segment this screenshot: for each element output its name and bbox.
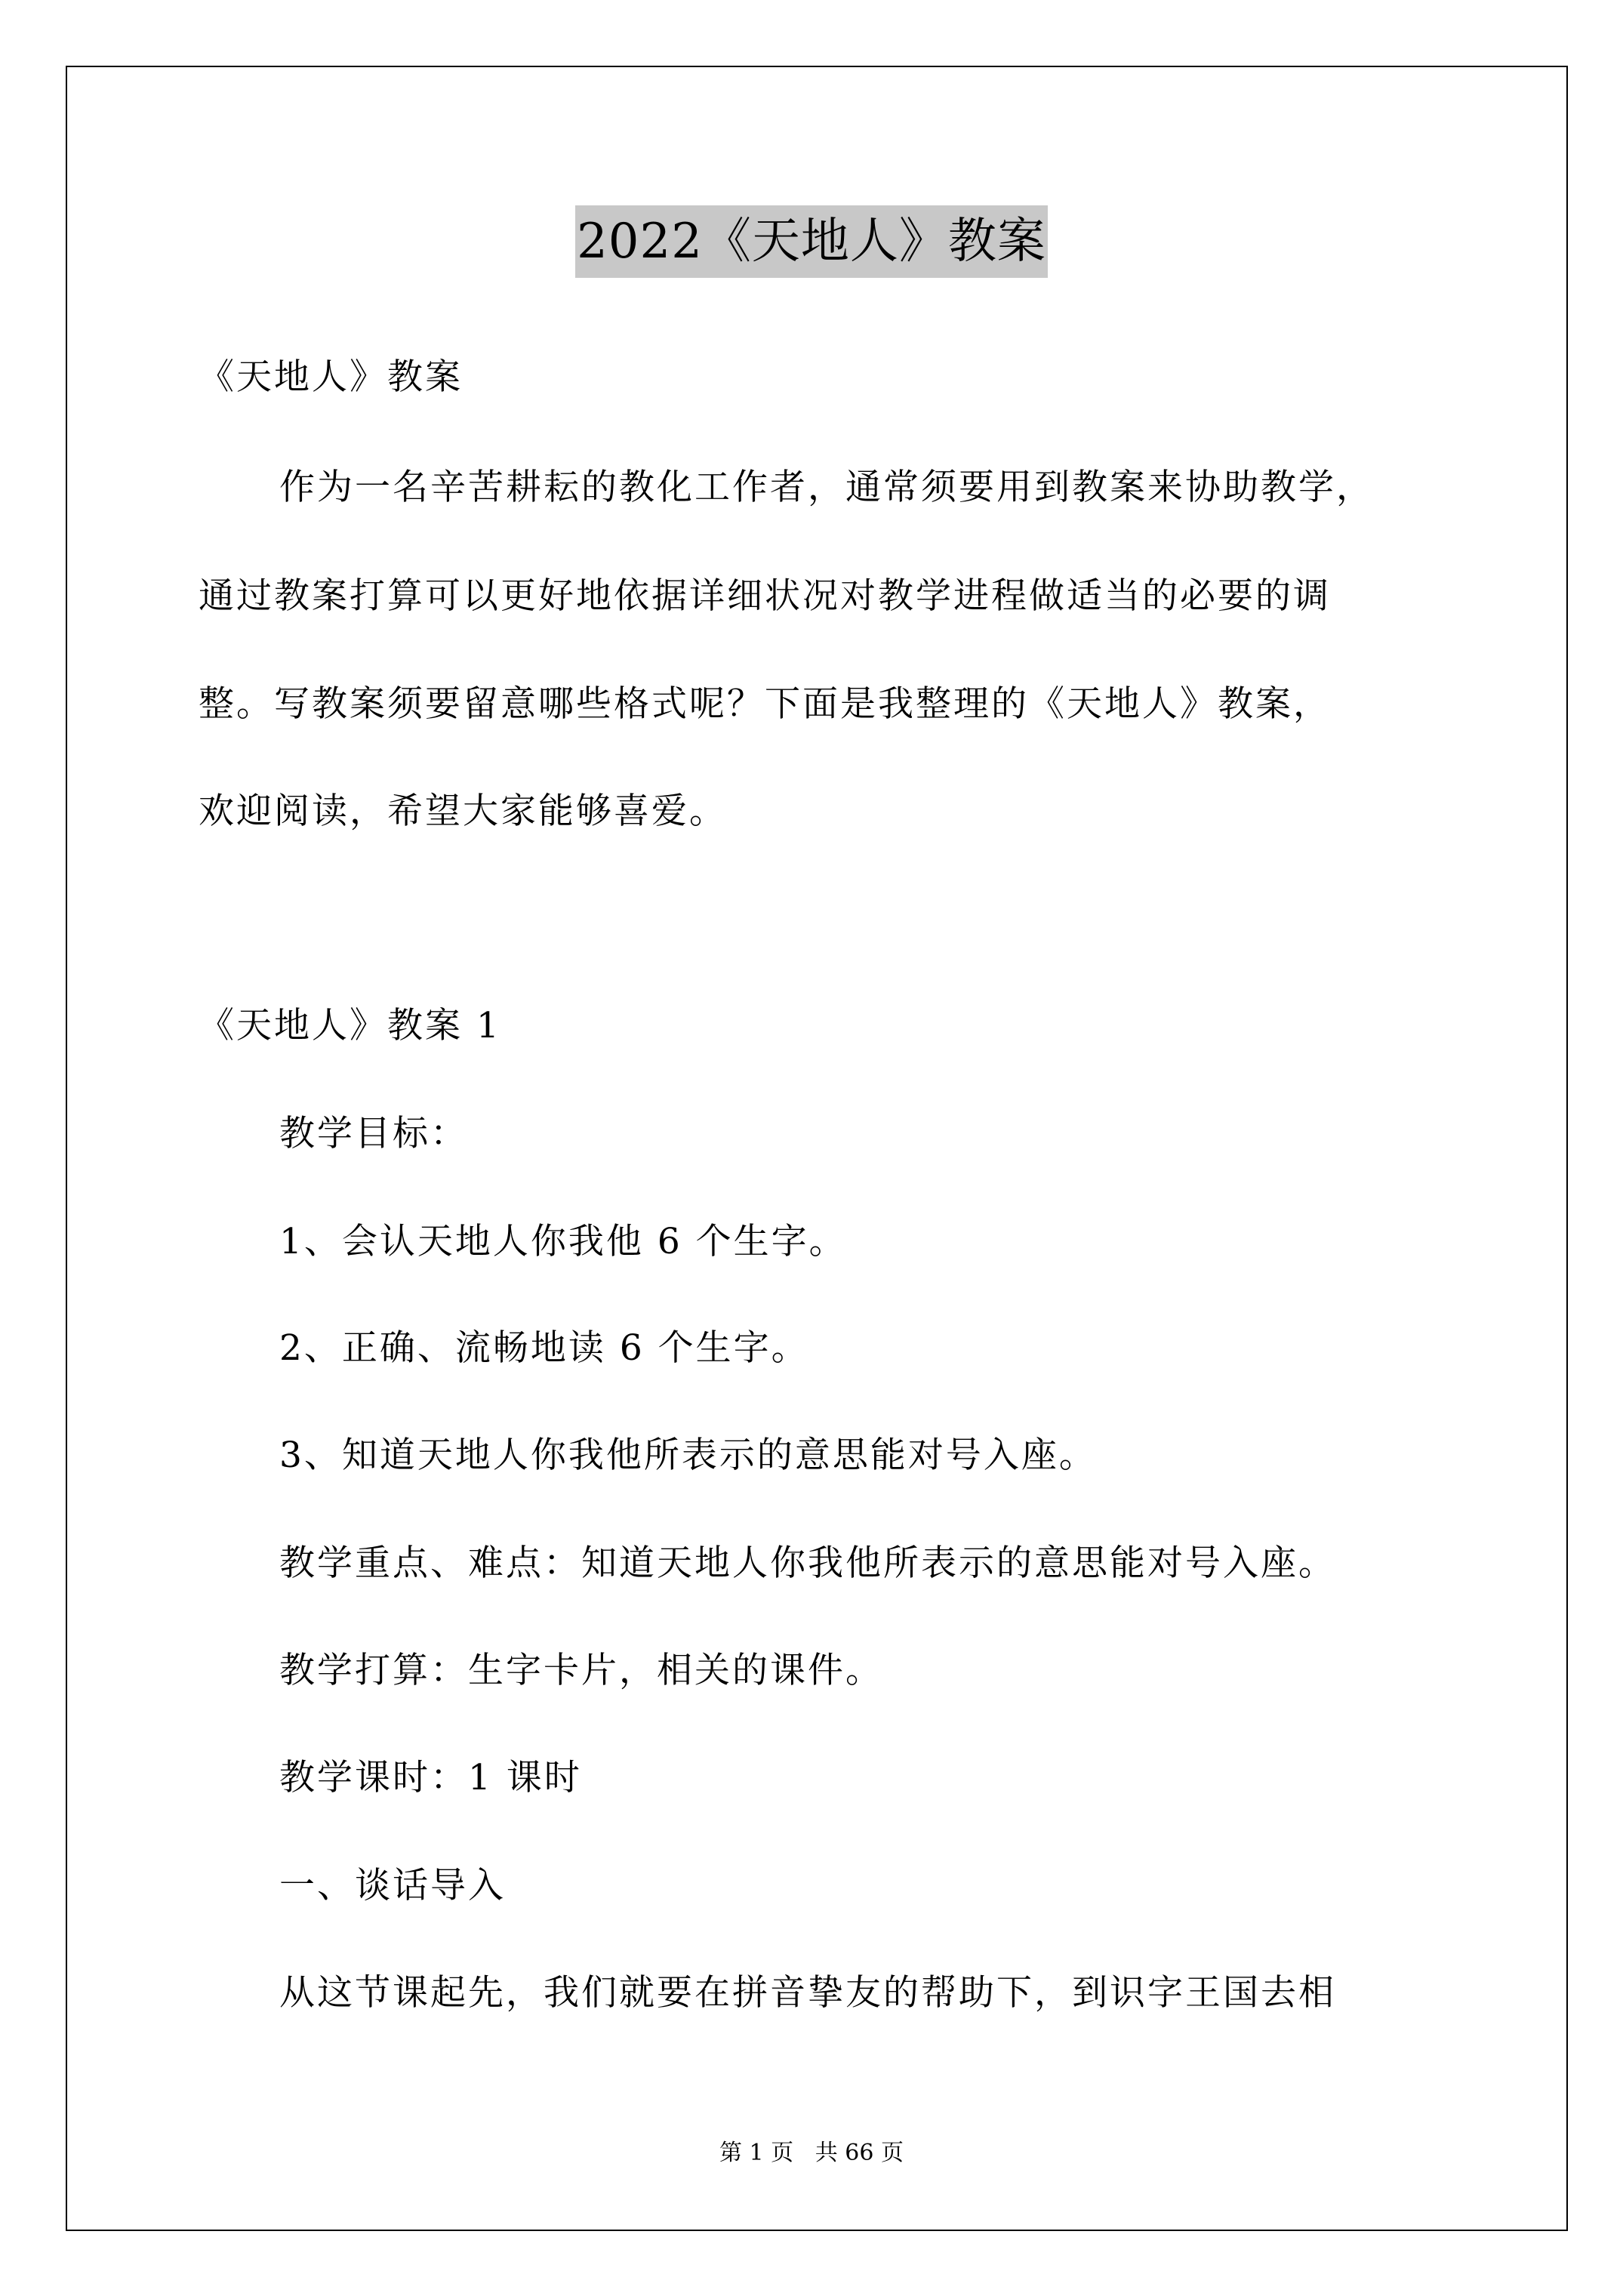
title-container: [0, 205, 1623, 278]
intro-line-2: 通过教案打算可以更好地依据详细状况对教学进程做适当的必要的调: [199, 575, 1331, 617]
body-line-9: 从这节课起先，我们就要在拼音挚友的帮助下，到识字王国去相: [279, 1972, 1336, 2014]
body-line-1: 教学目标：: [279, 1113, 468, 1154]
subtitle: 《天地人》教案: [199, 356, 463, 398]
page-footer: 第 1 页 共 66 页: [719, 2140, 904, 2166]
intro-line-4: 欢迎阅读，希望大家能够喜爱。: [199, 791, 727, 832]
document-title: 2022《天地人》教案: [575, 205, 1048, 278]
intro-line-3: 整。写教案须要留意哪些格式呢？下面是我整理的《天地人》教案，: [199, 683, 1331, 725]
body-line-6: 教学打算：生字卡片，相关的课件。: [279, 1650, 883, 1691]
intro-line-1: 作为一名辛苦耕耘的教化工作者，通常须要用到教案来协助教学，: [279, 467, 1374, 508]
section-heading: 《天地人》教案 1: [199, 1005, 501, 1046]
body-line-7: 教学课时：1 课时: [279, 1757, 582, 1798]
body-line-5: 教学重点、难点：知道天地人你我他所表示的意思能对号入座。: [279, 1542, 1336, 1584]
body-line-8: 一、谈话导入: [279, 1865, 506, 1906]
body-line-3: 2、正确、流畅地读 6 个生字。: [279, 1327, 809, 1369]
body-line-4: 3、知道天地人你我他所表示的意思能对号入座。: [279, 1435, 1097, 1476]
body-line-2: 1、会认天地人你我他 6 个生字。: [279, 1221, 847, 1262]
